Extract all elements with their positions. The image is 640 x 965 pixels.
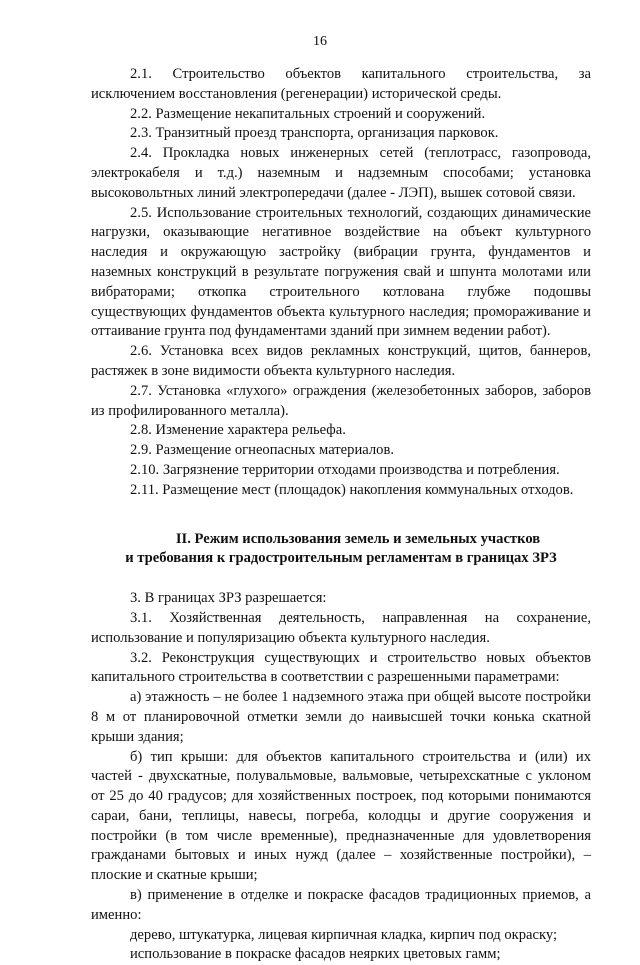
document-body	[91, 65, 591, 965]
section-heading-line-1: II. Режим использования земель и земельных участков	[175, 530, 541, 547]
paragraph-3-2-v: в) применение в отделке и покраске фасадов традиционных приемов, а именно:	[91, 887, 591, 923]
paragraph-2-10: 2.10. Загрязнение территории отходами производства и потребления.	[130, 461, 560, 478]
paragraph-3-2-b: б) тип крыши: для объектов капитального строительства и (или) их частей - двухскатные, полувальмовые, вальмовые, четырехскатные с уклоном от 25 до 40 градусов; для хозяйственных построек, под которыми понимаются сараи, бани, теплицы, навесы, погреба, колодцы и другие сооружения и постройки (в том числе временные), предназначенные для удовлетворения гражданами бытовых и иных нужд (далее – хозяйственные постройки), – плоские и скатные крыши;	[91, 748, 591, 884]
paragraph-2-4: 2.4. Прокладка новых инженерных сетей (теплотрасс, газопровода, электрокабеля и т.д.) наземным и надземным способами; установка высоковольтных линий электропередачи (далее - ЛЭП), вышек сотовой связи.	[91, 145, 591, 201]
paragraph-3-2-a: а) этажность – не более 1 надземного этажа при общей высоте постройки 8 м от планировочной отметки земли до наивысшей точки конька скатной крыши здания;	[91, 689, 591, 745]
paragraph-2-6: 2.6. Установка всех видов рекламных конструкций, щитов, баннеров, растяжек в зоне видимости объекта культурного наследия.	[91, 343, 591, 379]
page-number: 16	[313, 34, 327, 49]
permissions-list	[91, 589, 591, 965]
paragraph-3-1: 3.1. Хозяйственная деятельность, направленная на сохранение, использование и популяризацию объекта культурного наследия.	[91, 609, 591, 646]
paragraph-2-3: 2.3. Транзитный проезд транспорта, организация парковок.	[130, 125, 499, 142]
section-heading-line-2: и требования к градостроительным регламентам в границах ЗРЗ	[125, 550, 557, 567]
paragraph-2-7: 2.7. Установка «глухого» ограждения (железобетонных заборов, заборов из профилированного металла).	[91, 382, 591, 419]
paragraph-2-1: 2.1. Строительство объектов капитального строительства, за исключением восстановления (регенерации) исторической среды.	[91, 66, 591, 102]
section-heading	[91, 530, 591, 570]
paragraph-2-8: 2.8. Изменение характера рельефа.	[130, 422, 346, 439]
paragraph-2-5: 2.5. Использование строительных технологий, создающих динамические нагрузки, оказывающие негативное воздействие на объект культурного наследия и окружающую застройку (вибрации грунта, фундаментов и наземных конструкций в результате погружения свай и шпунта молотами или вибраторами; откопка строительного котлована глубже подошвы существующих фундаментов объекта культурного наследия; промораживание и оттаивание грунта под фундаментами зданий при зимнем ведении работ).	[91, 204, 591, 340]
paragraph-2-2: 2.2. Размещение некапитальных строений и сооружений.	[130, 105, 486, 122]
paragraph-2-9: 2.9. Размещение огнеопасных материалов.	[130, 442, 394, 459]
prohibitions-list	[91, 65, 591, 501]
paragraph-materials: дерево, штукатурка, лицевая кирпичная кладка, кирпич под окраску;	[130, 926, 558, 943]
paragraph-2-11: 2.11. Размещение мест (площадок) накопления коммунальных отходов.	[130, 481, 574, 498]
paragraph-3-2: 3.2. Реконструкция существующих и строительство новых объектов капитального строительства в соответствии с разрешенными параметрами:	[91, 649, 591, 686]
paragraph-colors: использование в покраске фасадов неярких цветовых гамм;	[130, 946, 501, 963]
paragraph-3: 3. В границах ЗРЗ разрешается:	[130, 590, 327, 607]
